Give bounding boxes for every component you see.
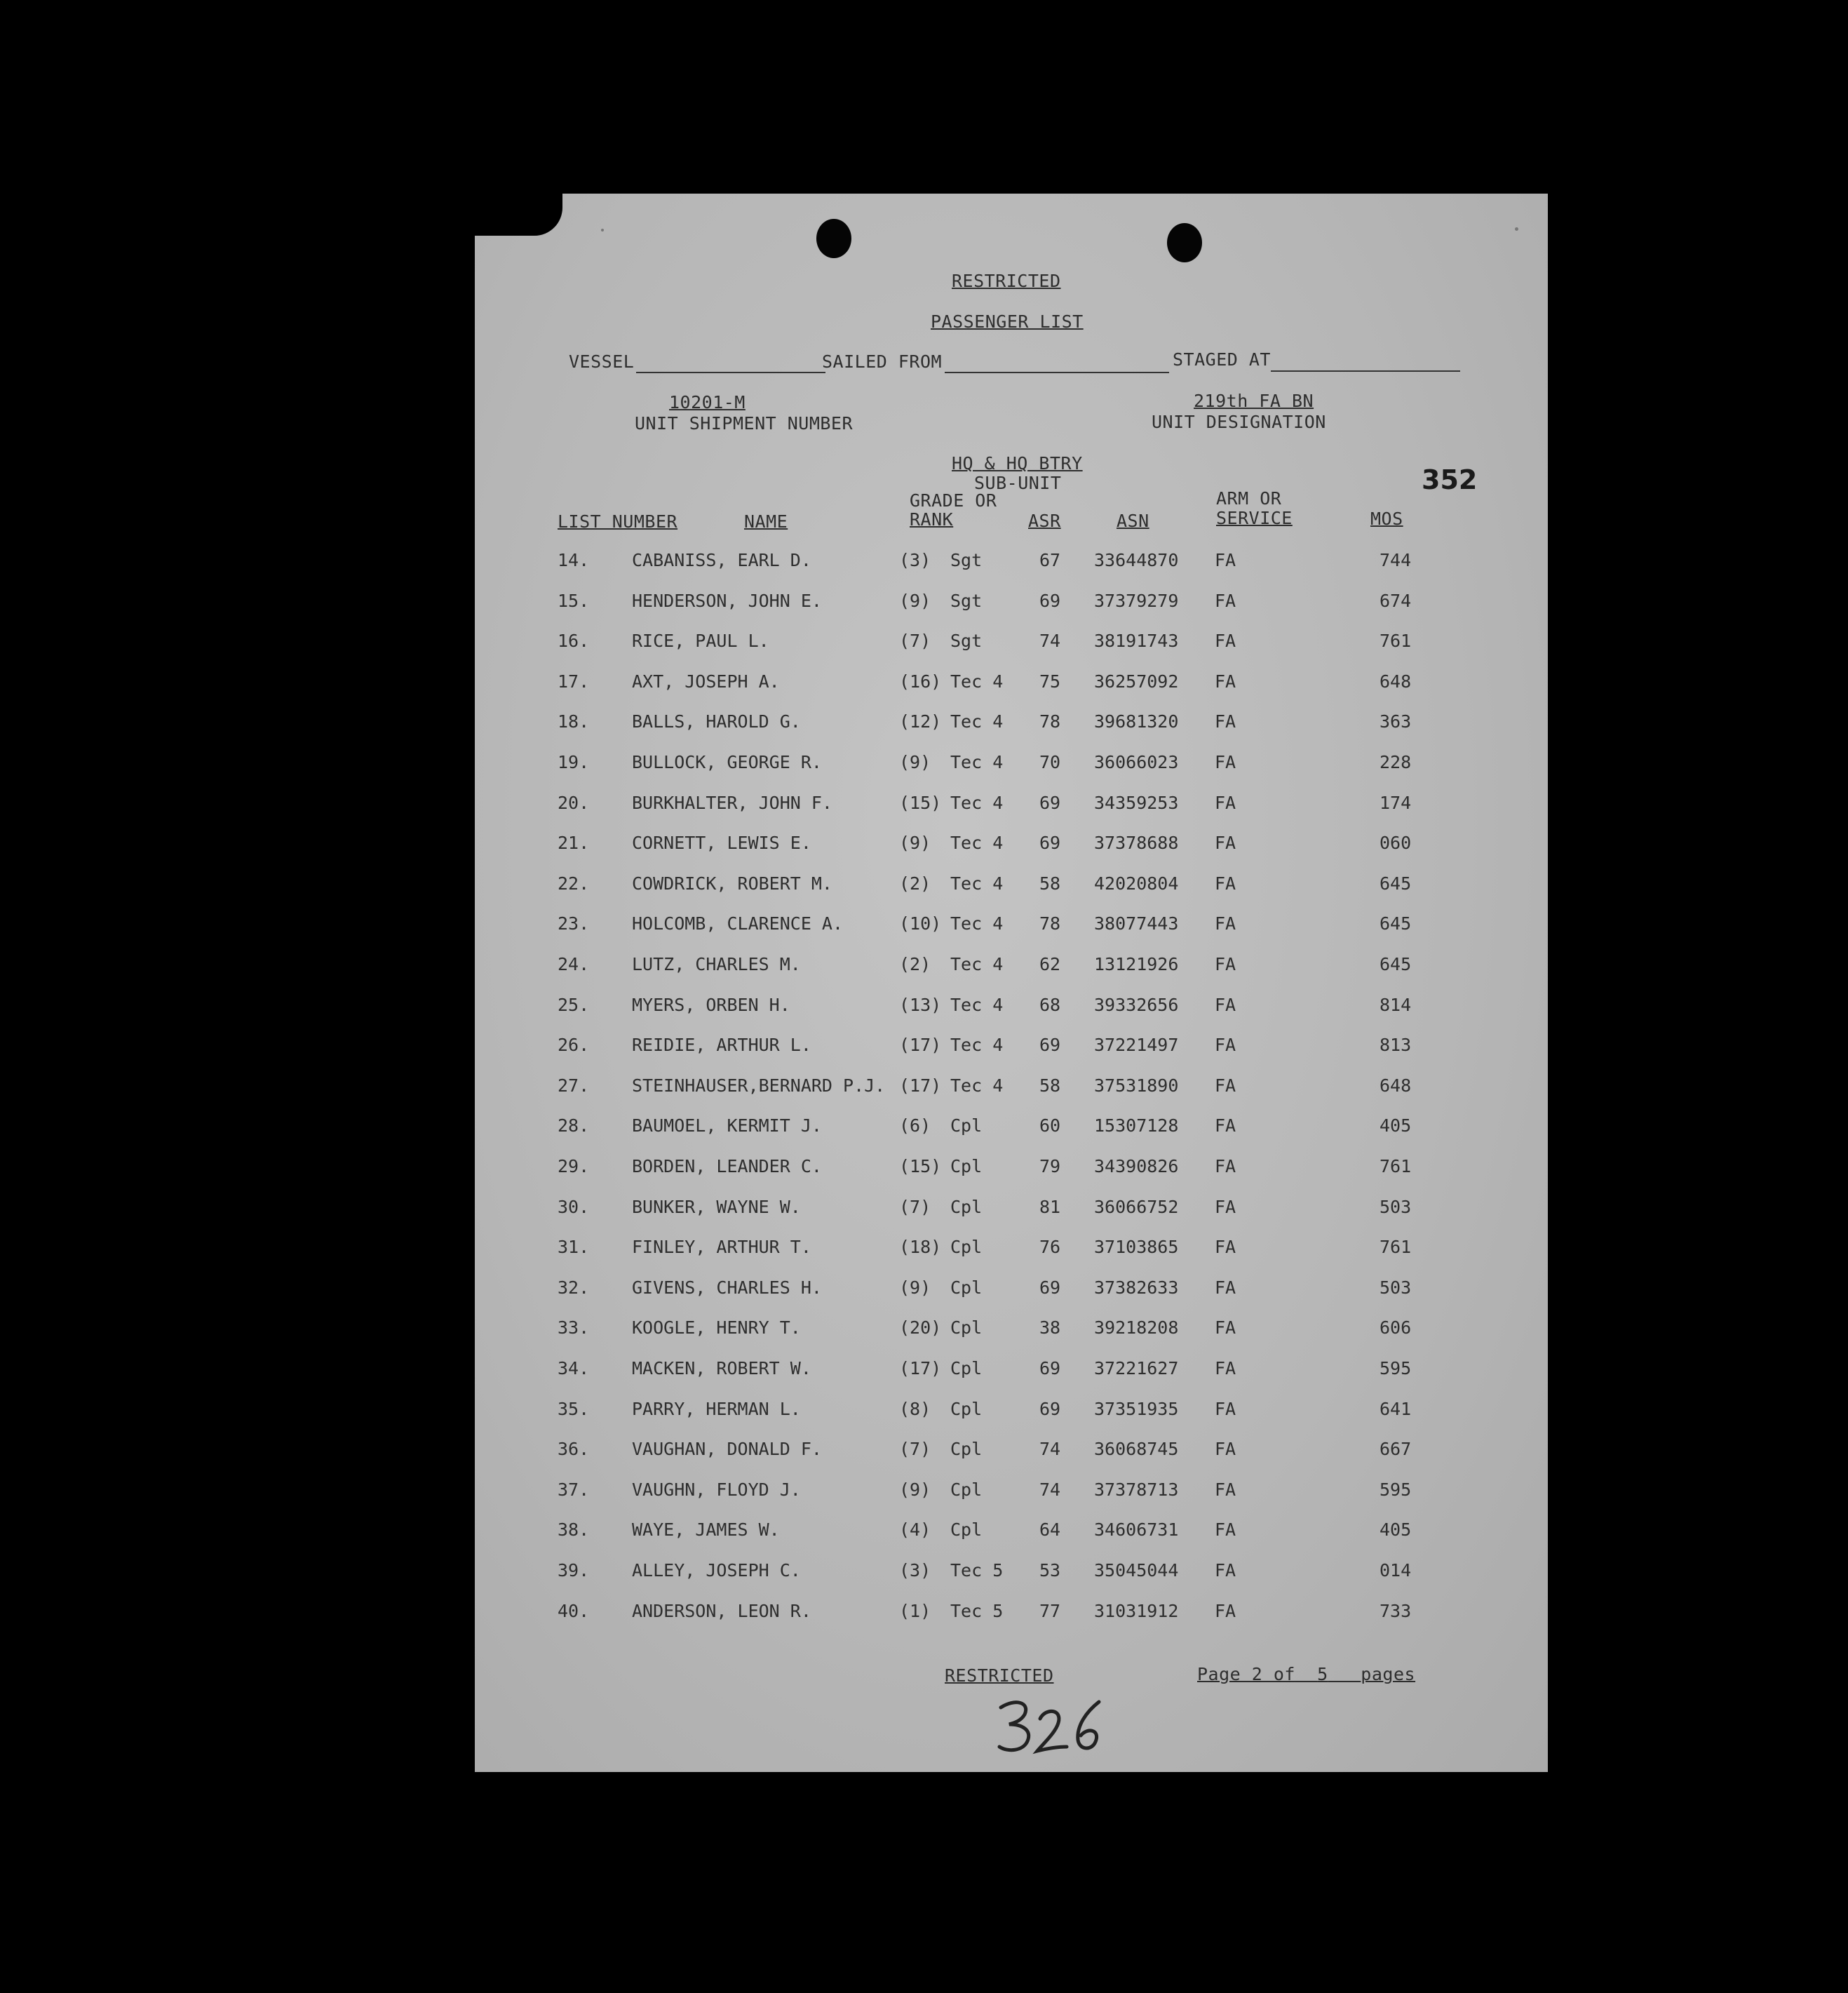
arm-cell: FA xyxy=(1215,1479,1236,1500)
punch-hole-right xyxy=(1167,223,1202,262)
arm-cell: FA xyxy=(1215,1156,1236,1176)
name-cell: STEINHAUSER,BERNARD P.J. xyxy=(632,1075,886,1096)
list-number-header: LIST NUMBER xyxy=(558,511,678,532)
list-number-cell: 34. xyxy=(558,1358,590,1378)
rank-cell: Cpl xyxy=(950,1439,983,1460)
name-cell: CORNETT, LEWIS E. xyxy=(632,833,811,854)
asr-cell: 69 xyxy=(1039,1277,1061,1298)
asn-cell: 15307128 xyxy=(1094,1115,1179,1136)
asr-cell: 74 xyxy=(1039,631,1061,652)
table-row xyxy=(475,833,1548,868)
arm-cell: FA xyxy=(1215,550,1236,570)
asn-cell: 42020804 xyxy=(1094,873,1179,894)
asr-cell: 78 xyxy=(1039,711,1061,732)
name-cell: FINLEY, ARTHUR T. xyxy=(632,1237,811,1258)
arm-cell: FA xyxy=(1215,590,1236,611)
rank-cell: Tec 4 xyxy=(950,1075,1004,1096)
table-row xyxy=(475,631,1548,666)
unit-designation: 219th FA BN xyxy=(1194,391,1314,411)
asn-cell: 37351935 xyxy=(1094,1398,1179,1419)
staged-at-label: STAGED AT xyxy=(1173,349,1271,370)
list-number-cell: 39. xyxy=(558,1560,590,1581)
asr-cell: 69 xyxy=(1039,1398,1061,1419)
grade-cell: (9) xyxy=(899,1479,931,1500)
rank-cell: Cpl xyxy=(950,1277,983,1298)
asn-cell: 37379279 xyxy=(1094,590,1179,611)
list-number-cell: 23. xyxy=(558,913,590,934)
rank-cell: Cpl xyxy=(950,1156,983,1176)
asn-cell: 39332656 xyxy=(1094,994,1179,1015)
mos-cell: 228 xyxy=(1380,752,1412,772)
rank-cell: Tec 4 xyxy=(950,1035,1004,1056)
asn-header: ASN xyxy=(1117,511,1149,531)
name-cell: BULLOCK, GEORGE R. xyxy=(632,752,822,772)
table-row xyxy=(475,671,1548,706)
grade-cell: (20) xyxy=(899,1317,942,1338)
asr-cell: 70 xyxy=(1039,752,1061,772)
staged-at-field xyxy=(1271,370,1460,372)
name-cell: MACKEN, ROBERT W. xyxy=(632,1358,811,1378)
asr-cell: 75 xyxy=(1039,671,1061,692)
stamped-number: 352 xyxy=(1422,464,1478,495)
list-number-cell: 19. xyxy=(558,752,590,772)
arm-cell: FA xyxy=(1215,994,1236,1015)
name-cell: RICE, PAUL L. xyxy=(632,631,769,652)
asr-cell: 69 xyxy=(1039,833,1061,854)
asn-cell: 36257092 xyxy=(1094,671,1179,692)
name-cell: BURKHALTER, JOHN F. xyxy=(632,792,832,813)
mos-cell: 733 xyxy=(1380,1600,1412,1621)
list-number-cell: 22. xyxy=(558,873,590,894)
grade-cell: (2) xyxy=(899,873,931,894)
asr-cell: 81 xyxy=(1039,1196,1061,1217)
table-row xyxy=(475,1035,1548,1070)
rank-cell: Cpl xyxy=(950,1479,983,1500)
name-cell: KOOGLE, HENRY T. xyxy=(632,1317,801,1338)
name-cell: AXT, JOSEPH A. xyxy=(632,671,780,692)
name-cell: LUTZ, CHARLES M. xyxy=(632,954,801,974)
rank-cell: Cpl xyxy=(950,1115,983,1136)
handwritten-number xyxy=(994,1695,1113,1758)
rank-cell: Sgt xyxy=(950,550,983,570)
classification-bottom: RESTRICTED xyxy=(945,1665,1054,1686)
list-number-cell: 18. xyxy=(558,711,590,732)
arm-cell: FA xyxy=(1215,1035,1236,1056)
asn-cell: 35045044 xyxy=(1094,1560,1179,1581)
rank-cell: Tec 4 xyxy=(950,913,1004,934)
rank-cell: Tec 4 xyxy=(950,711,1004,732)
name-cell: PARRY, HERMAN L. xyxy=(632,1398,801,1419)
mos-cell: 606 xyxy=(1380,1317,1412,1338)
asn-cell: 31031912 xyxy=(1094,1600,1179,1621)
arm-cell: FA xyxy=(1215,1237,1236,1258)
punch-hole-left xyxy=(816,219,851,258)
grade-cell: (7) xyxy=(899,631,931,652)
rank-cell: Tec 5 xyxy=(950,1600,1004,1621)
arm-cell: FA xyxy=(1215,1519,1236,1541)
table-row xyxy=(475,913,1548,948)
grade-header-1: GRADE OR xyxy=(910,490,997,511)
rank-cell: Tec 4 xyxy=(950,792,1004,813)
asr-cell: 78 xyxy=(1039,913,1061,934)
arm-cell: FA xyxy=(1215,873,1236,894)
mos-cell: 813 xyxy=(1380,1035,1412,1056)
rank-cell: Sgt xyxy=(950,590,983,611)
arm-cell: FA xyxy=(1215,1560,1236,1581)
arm-cell: FA xyxy=(1215,792,1236,813)
name-cell: BALLS, HAROLD G. xyxy=(632,711,801,732)
table-row xyxy=(475,1115,1548,1150)
asn-cell: 34606731 xyxy=(1094,1519,1179,1541)
asr-cell: 64 xyxy=(1039,1519,1061,1541)
table-row xyxy=(475,711,1548,746)
arm-cell: FA xyxy=(1215,1600,1236,1621)
mos-cell: 761 xyxy=(1380,1237,1412,1258)
mos-cell: 503 xyxy=(1380,1277,1412,1298)
name-cell: MYERS, ORBEN H. xyxy=(632,994,790,1015)
dust-speck xyxy=(601,229,604,231)
grade-cell: (9) xyxy=(899,590,931,611)
mos-cell: 761 xyxy=(1380,631,1412,652)
rank-cell: Tec 4 xyxy=(950,671,1004,692)
asr-cell: 69 xyxy=(1039,1358,1061,1378)
mos-cell: 595 xyxy=(1380,1358,1412,1378)
name-cell: BAUMOEL, KERMIT J. xyxy=(632,1115,822,1136)
asr-cell: 58 xyxy=(1039,873,1061,894)
mos-cell: 503 xyxy=(1380,1196,1412,1217)
arm-cell: FA xyxy=(1215,671,1236,692)
table-row xyxy=(475,1601,1548,1636)
grade-cell: (17) xyxy=(899,1075,942,1096)
name-cell: ALLEY, JOSEPH C. xyxy=(632,1560,801,1581)
name-cell: BORDEN, LEANDER C. xyxy=(632,1156,822,1176)
mos-cell: 645 xyxy=(1380,913,1412,934)
grade-cell: (8) xyxy=(899,1398,931,1419)
arm-cell: FA xyxy=(1215,752,1236,772)
name-cell: COWDRICK, ROBERT M. xyxy=(632,873,832,894)
table-row xyxy=(475,1439,1548,1474)
sailed-from-field xyxy=(945,372,1169,373)
table-row xyxy=(475,793,1548,828)
name-cell: REIDIE, ARTHUR L. xyxy=(632,1035,811,1056)
grade-cell: (6) xyxy=(899,1115,931,1136)
list-number-cell: 30. xyxy=(558,1196,590,1217)
shipment-number: 10201-M xyxy=(669,392,746,412)
list-number-cell: 16. xyxy=(558,631,590,652)
rank-cell: Tec 4 xyxy=(950,994,1004,1015)
mos-cell: 363 xyxy=(1380,711,1412,732)
mos-cell: 645 xyxy=(1380,954,1412,974)
arm-header-2: SERVICE xyxy=(1216,508,1293,528)
grade-cell: (9) xyxy=(899,833,931,854)
grade-cell: (13) xyxy=(899,994,942,1015)
mos-cell: 744 xyxy=(1380,550,1412,570)
page-indicator xyxy=(1197,1664,1415,1684)
torn-corner xyxy=(475,194,562,236)
table-row xyxy=(475,1519,1548,1555)
table-row xyxy=(475,550,1548,585)
mos-cell: 641 xyxy=(1380,1398,1412,1419)
mos-cell: 648 xyxy=(1380,1075,1412,1096)
dust-speck xyxy=(1515,227,1518,231)
asr-cell: 74 xyxy=(1039,1439,1061,1460)
asn-cell: 34359253 xyxy=(1094,792,1179,813)
asn-cell: 37382633 xyxy=(1094,1277,1179,1298)
mos-cell: 174 xyxy=(1380,792,1412,813)
rank-cell: Cpl xyxy=(950,1196,983,1217)
name-cell: HOLCOMB, CLARENCE A. xyxy=(632,913,844,934)
asn-cell: 37378688 xyxy=(1094,833,1179,854)
grade-cell: (15) xyxy=(899,792,942,813)
table-row xyxy=(475,1399,1548,1434)
classification-top: RESTRICTED xyxy=(952,271,1061,291)
unit-designation-label: UNIT DESIGNATION xyxy=(1152,412,1326,432)
rank-cell: Tec 5 xyxy=(950,1560,1004,1581)
list-number-cell: 36. xyxy=(558,1439,590,1460)
asr-cell: 74 xyxy=(1039,1479,1061,1500)
asn-cell: 39681320 xyxy=(1094,711,1179,732)
vessel-field xyxy=(636,372,825,373)
asn-cell: 37531890 xyxy=(1094,1075,1179,1096)
asn-cell: 34390826 xyxy=(1094,1156,1179,1176)
grade-cell: (7) xyxy=(899,1439,931,1460)
grade-cell: (3) xyxy=(899,1560,931,1581)
grade-cell: (16) xyxy=(899,671,942,692)
list-number-cell: 14. xyxy=(558,550,590,570)
shipment-number-label: UNIT SHIPMENT NUMBER xyxy=(635,413,854,434)
list-number-cell: 25. xyxy=(558,994,590,1015)
mos-cell: 648 xyxy=(1380,671,1412,692)
grade-header-2: RANK xyxy=(910,509,954,530)
table-row xyxy=(475,1479,1548,1515)
mos-cell: 645 xyxy=(1380,873,1412,894)
asn-cell: 33644870 xyxy=(1094,550,1179,570)
table-row xyxy=(475,752,1548,787)
arm-cell: FA xyxy=(1215,711,1236,732)
list-number-cell: 35. xyxy=(558,1398,590,1419)
rank-cell: Cpl xyxy=(950,1317,983,1338)
name-cell: BUNKER, WAYNE W. xyxy=(632,1196,801,1217)
asn-cell: 37221627 xyxy=(1094,1358,1179,1378)
grade-cell: (1) xyxy=(899,1600,931,1621)
sub-unit-label: SUB-UNIT xyxy=(974,473,1062,493)
grade-cell: (18) xyxy=(899,1237,942,1258)
list-number-cell: 17. xyxy=(558,671,590,692)
mos-cell: 060 xyxy=(1380,833,1412,854)
arm-header-1: ARM OR xyxy=(1216,488,1282,509)
document-page xyxy=(475,194,1548,1772)
table-row xyxy=(475,1358,1548,1393)
asr-cell: 58 xyxy=(1039,1075,1061,1096)
list-number-cell: 27. xyxy=(558,1075,590,1096)
asr-cell: 69 xyxy=(1039,590,1061,611)
asr-cell: 69 xyxy=(1039,792,1061,813)
mos-cell: 595 xyxy=(1380,1479,1412,1500)
table-row xyxy=(475,1197,1548,1232)
page-prefix: Page 2 of xyxy=(1197,1664,1295,1684)
table-row xyxy=(475,873,1548,908)
asr-cell: 62 xyxy=(1039,954,1061,974)
grade-cell: (15) xyxy=(899,1156,942,1176)
asn-cell: 36066023 xyxy=(1094,752,1179,772)
arm-cell: FA xyxy=(1215,1358,1236,1378)
list-number-cell: 26. xyxy=(558,1035,590,1056)
arm-cell: FA xyxy=(1215,1277,1236,1298)
asr-cell: 68 xyxy=(1039,994,1061,1015)
arm-cell: FA xyxy=(1215,1196,1236,1217)
asn-cell: 38191743 xyxy=(1094,631,1179,652)
arm-cell: FA xyxy=(1215,1439,1236,1460)
table-row xyxy=(475,995,1548,1030)
asr-cell: 53 xyxy=(1039,1560,1061,1581)
asn-cell: 39218208 xyxy=(1094,1317,1179,1338)
asr-cell: 77 xyxy=(1039,1600,1061,1621)
mos-cell: 814 xyxy=(1380,994,1412,1015)
table-row xyxy=(475,591,1548,626)
sailed-from-label: SAILED FROM xyxy=(822,351,943,372)
grade-cell: (17) xyxy=(899,1358,942,1378)
asn-cell: 37378713 xyxy=(1094,1479,1179,1500)
name-header: NAME xyxy=(744,511,788,532)
document-title: PASSENGER LIST xyxy=(931,311,1084,332)
grade-cell: (3) xyxy=(899,550,931,570)
arm-cell: FA xyxy=(1215,833,1236,854)
grade-cell: (9) xyxy=(899,752,931,772)
asr-cell: 69 xyxy=(1039,1035,1061,1056)
asn-cell: 37221497 xyxy=(1094,1035,1179,1056)
sub-unit: HQ & HQ BTRY xyxy=(952,453,1083,474)
name-cell: HENDERSON, JOHN E. xyxy=(632,590,822,611)
mos-cell: 761 xyxy=(1380,1156,1412,1176)
list-number-cell: 33. xyxy=(558,1317,590,1338)
table-row xyxy=(475,1156,1548,1191)
mos-cell: 674 xyxy=(1380,590,1412,611)
name-cell: CABANISS, EARL D. xyxy=(632,550,811,570)
asn-cell: 37103865 xyxy=(1094,1237,1179,1258)
page-total: 5 xyxy=(1317,1664,1328,1684)
asr-cell: 67 xyxy=(1039,550,1061,570)
rank-cell: Cpl xyxy=(950,1358,983,1378)
grade-cell: (4) xyxy=(899,1519,931,1541)
table-row xyxy=(475,954,1548,989)
list-number-cell: 32. xyxy=(558,1277,590,1298)
mos-cell: 405 xyxy=(1380,1115,1412,1136)
grade-cell: (12) xyxy=(899,711,942,732)
asr-cell: 76 xyxy=(1039,1237,1061,1258)
vessel-label: VESSEL xyxy=(569,351,635,372)
mos-cell: 405 xyxy=(1380,1519,1412,1541)
name-cell: WAYE, JAMES W. xyxy=(632,1519,780,1541)
arm-cell: FA xyxy=(1215,1115,1236,1136)
asr-cell: 79 xyxy=(1039,1156,1061,1176)
asn-cell: 38077443 xyxy=(1094,913,1179,934)
table-row xyxy=(475,1277,1548,1313)
arm-cell: FA xyxy=(1215,1398,1236,1419)
list-number-cell: 28. xyxy=(558,1115,590,1136)
grade-cell: (2) xyxy=(899,954,931,974)
table-row xyxy=(475,1075,1548,1110)
asn-cell: 36068745 xyxy=(1094,1439,1179,1460)
asr-cell: 38 xyxy=(1039,1317,1061,1338)
list-number-cell: 37. xyxy=(558,1479,590,1500)
rank-cell: Tec 4 xyxy=(950,833,1004,854)
name-cell: VAUGHAN, DONALD F. xyxy=(632,1439,822,1460)
asr-header: ASR xyxy=(1028,511,1061,531)
grade-cell: (17) xyxy=(899,1035,942,1056)
rank-cell: Cpl xyxy=(950,1519,983,1541)
page-suffix: pages xyxy=(1361,1664,1416,1684)
list-number-cell: 20. xyxy=(558,792,590,813)
table-row xyxy=(475,1237,1548,1272)
arm-cell: FA xyxy=(1215,954,1236,974)
name-cell: ANDERSON, LEON R. xyxy=(632,1600,811,1621)
name-cell: GIVENS, CHARLES H. xyxy=(632,1277,822,1298)
list-number-cell: 40. xyxy=(558,1600,590,1621)
rank-cell: Cpl xyxy=(950,1398,983,1419)
list-number-cell: 38. xyxy=(558,1519,590,1541)
grade-cell: (10) xyxy=(899,913,942,934)
mos-cell: 014 xyxy=(1380,1560,1412,1581)
arm-cell: FA xyxy=(1215,1075,1236,1096)
asr-cell: 60 xyxy=(1039,1115,1061,1136)
rank-cell: Cpl xyxy=(950,1237,983,1258)
arm-cell: FA xyxy=(1215,1317,1236,1338)
table-row xyxy=(475,1560,1548,1595)
list-number-cell: 24. xyxy=(558,954,590,974)
table-row xyxy=(475,1317,1548,1353)
name-cell: VAUGHN, FLOYD J. xyxy=(632,1479,801,1500)
arm-cell: FA xyxy=(1215,631,1236,652)
list-number-cell: 31. xyxy=(558,1237,590,1258)
asn-cell: 13121926 xyxy=(1094,954,1179,974)
mos-cell: 667 xyxy=(1380,1439,1412,1460)
rank-cell: Sgt xyxy=(950,631,983,652)
grade-cell: (9) xyxy=(899,1277,931,1298)
arm-cell: FA xyxy=(1215,913,1236,934)
rank-cell: Tec 4 xyxy=(950,752,1004,772)
rank-cell: Tec 4 xyxy=(950,954,1004,974)
list-number-cell: 21. xyxy=(558,833,590,854)
rank-cell: Tec 4 xyxy=(950,873,1004,894)
mos-header: MOS xyxy=(1370,509,1403,529)
grade-cell: (7) xyxy=(899,1196,931,1217)
asn-cell: 36066752 xyxy=(1094,1196,1179,1217)
list-number-cell: 29. xyxy=(558,1156,590,1176)
list-number-cell: 15. xyxy=(558,590,590,611)
